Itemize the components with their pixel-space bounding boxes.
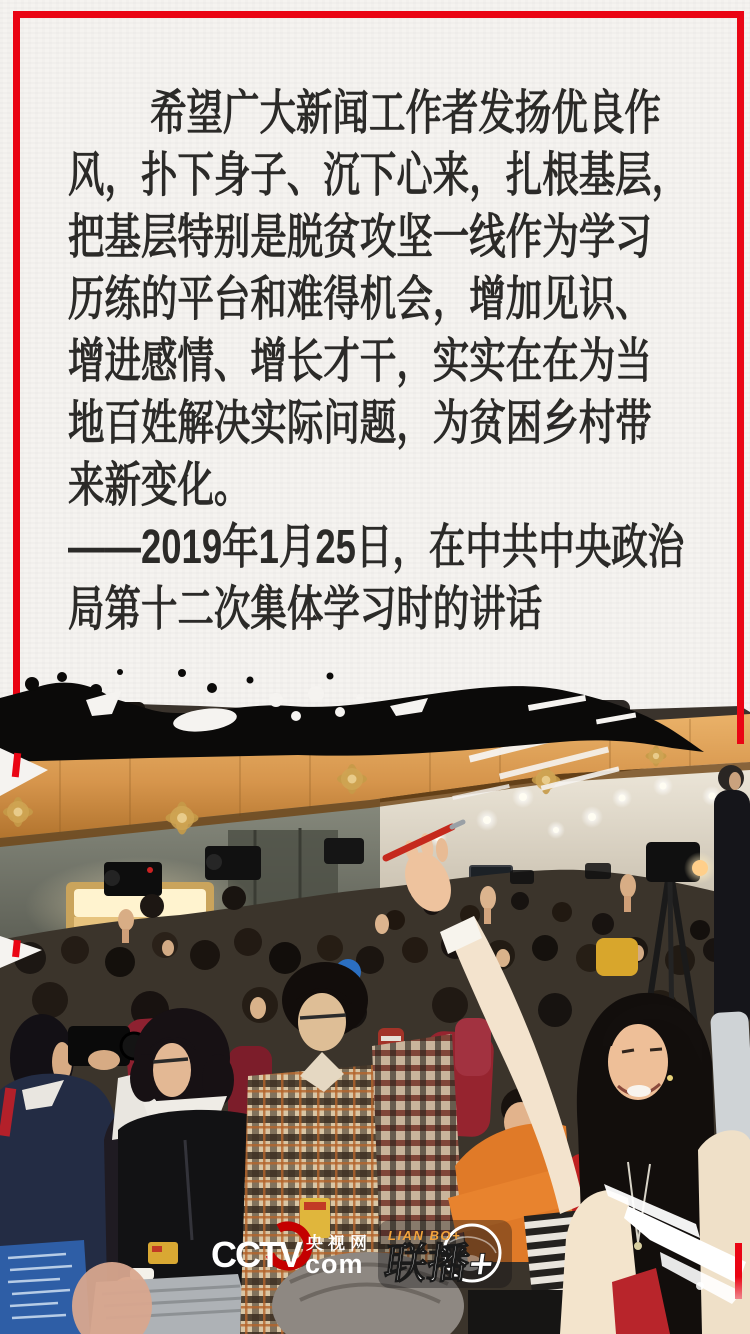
quote-line: 地百姓解决实际问题，为贫困乡村带	[68, 397, 652, 450]
frame-border-left	[13, 11, 20, 715]
cctv-domain: com	[305, 1249, 364, 1279]
quote-line: 局第十二次集体学习时的讲话	[68, 583, 543, 636]
quote-line: 来新变化。	[68, 459, 251, 512]
quote-line: ——2019年1月25日，在中共中央政治	[68, 521, 685, 574]
dark-bag	[468, 1290, 568, 1334]
person-check-shirt	[372, 1034, 464, 1244]
quote-line: 增进感情、增长才干，实实在在为当	[68, 335, 652, 388]
quote-line: 希望广大新闻工作者发扬优良作	[150, 87, 661, 140]
cctv-wordmark: CCTV	[211, 1234, 301, 1275]
cctv-site-cn: 央视网	[306, 1234, 372, 1253]
standing-man	[714, 765, 750, 1030]
lianbo-logo	[378, 1220, 512, 1288]
frame-border-top	[13, 11, 744, 18]
press-conference-photo	[0, 660, 750, 1334]
lianbo-latin: LIAN BO+	[388, 1228, 462, 1243]
quote-line: 历练的平台和难得机会，增加见识、	[68, 273, 652, 326]
lianbo-wordmark-cn: 联播+	[381, 1240, 497, 1287]
quote-block	[68, 83, 750, 641]
frame-border-right-lower-segment	[735, 1243, 742, 1299]
frame-border-right	[737, 11, 744, 744]
quote-line: 把基层特别是脱贫攻坚一线作为学习	[68, 211, 652, 264]
quote-line: 风，扑下身子、沉下心来，扎根基层，	[68, 149, 689, 202]
